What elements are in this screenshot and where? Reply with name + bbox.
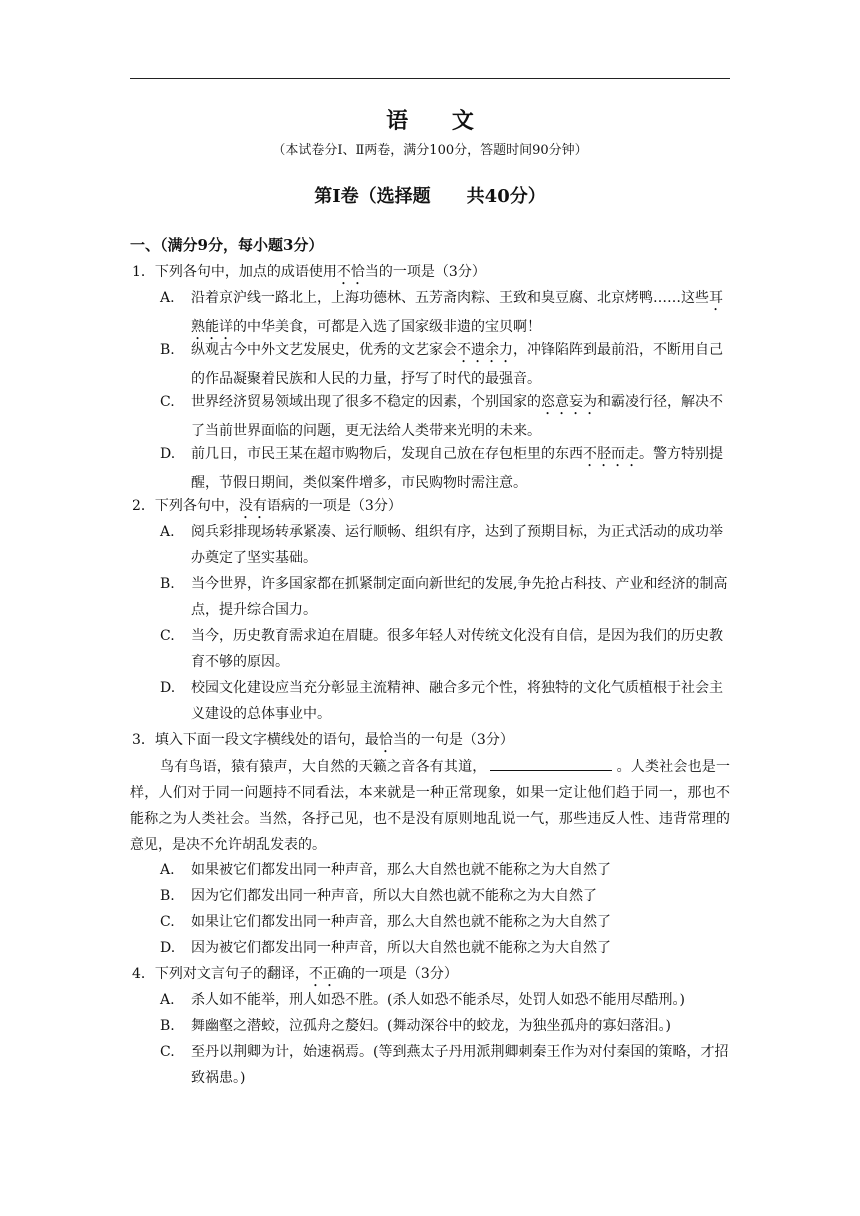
fill-blank-line	[490, 756, 612, 771]
q3-option-d	[160, 935, 735, 961]
option-letter: A.	[160, 992, 175, 1008]
passage-text-post: 。人类社会也是一样，人们对于同一问题持不同看法，本来就是一种正常现象，如果一定让他们趋于同一，那也不能称之为人类社会。当然，各抒己见，也不是没有原则地乱说一气，那些违反人性、违背常理的意见，是决不允许胡乱发表的。	[130, 759, 731, 853]
q3-option-b	[160, 883, 735, 909]
q3-prefix: 3．填入下面一段文字横线处的语句，最	[132, 732, 379, 748]
option-letter: B.	[160, 888, 175, 904]
q3-suffix: 当的一句是（3分）	[392, 732, 514, 748]
q2-prefix: 2．下列各句中，	[132, 498, 239, 514]
question-1-stem	[132, 259, 486, 288]
question-4-stem	[132, 961, 458, 990]
q4-option-a	[160, 987, 735, 1013]
option-text-pre: 纵观古今中外文艺发展史，优秀的文艺家会	[191, 342, 457, 358]
option-text-pre: 世界经济贸易领域出现了很多不稳定的因素，个别国家的	[191, 394, 541, 410]
option-emphasis: 耳熟能详	[191, 290, 723, 335]
q1-suffix: 当的一项是（3分）	[364, 264, 486, 280]
option-text-post: 。警方特别提醒，节假日期间，类似案件增多，市民购物时需注意。	[191, 446, 723, 491]
q2-emphasis: 没有	[238, 498, 267, 514]
q1-emphasis: 不恰	[336, 264, 365, 280]
option-text-pre: 沿着京沪线一路北上，上海功德林、五芳斋肉粽、王致和臭豆腐、北京烤鸭……这些	[191, 290, 709, 306]
option-emphasis: 不遗余力	[457, 342, 513, 358]
option-letter: C.	[160, 628, 175, 644]
passage-text-pre: 鸟有鸟语，猿有猿声，大自然的天籁之音各有其道，	[160, 759, 487, 775]
option-letter: A.	[160, 862, 175, 878]
q2-option-b	[160, 571, 735, 623]
option-text-post: 和霸凌行径，解决不了当前世界面临的问题，更无法给人类带来光明的未来。	[191, 394, 723, 439]
option-text: 舞幽壑之潜蛟，泣孤舟之嫠妇。(舞动深谷中的蛟龙，为独坐孤舟的寡妇落泪。)	[191, 1018, 671, 1034]
option-text: 校园文化建设应当充分彰显主流精神、融合多元个性，将独特的文化气质植根于社会主义建设的总体事业中。	[191, 680, 723, 722]
option-text: 当今世界，许多国家都在抓紧制定面向新世纪的发展,争先抢占科技、产业和经济的制高点，提升综合国力。	[191, 576, 728, 618]
q2-option-d	[160, 675, 735, 727]
option-text: 因为被它们都发出同一种声音，所以大自然也就不能称之为大自然了	[191, 940, 611, 956]
volume-heading: 第Ⅰ卷（选择题 共40分）	[314, 186, 546, 207]
option-text: 至丹以荆卿为计，始速祸焉。(等到燕太子丹用派荆卿刺秦王作为对付秦国的策略，才招致祸患。)	[191, 1044, 729, 1086]
question-3-stem	[132, 727, 514, 756]
option-letter: B.	[160, 576, 175, 592]
q4-option-b	[160, 1013, 735, 1039]
option-letter: A.	[160, 524, 175, 540]
option-letter: B.	[160, 1018, 175, 1034]
q1-option-d	[160, 441, 735, 496]
page-title: 语 文	[386, 108, 492, 134]
option-text-post: 的中华美食，可都是入选了国家级非遗的宝贝啊！	[233, 319, 541, 335]
option-emphasis: 恣意妄为	[541, 394, 597, 410]
q4-option-c	[160, 1039, 735, 1091]
header-rule	[130, 78, 730, 79]
option-text-pre: 前几日，市民王某在超市购物后，发现自己放在存包柜里的东西	[191, 446, 583, 462]
option-letter: D.	[160, 446, 176, 462]
option-text: 如果被它们都发出同一种声音，那么大自然也就不能称之为大自然了	[191, 862, 611, 878]
option-text: 当今，历史教育需求迫在眉睫。很多年轻人对传统文化没有自信，是因为我们的历史教育不够的原因。	[191, 628, 723, 670]
option-text: 杀人如不能举，刑人如恐不胜。(杀人如恐不能杀尽，处罚人如恐不能用尽酷刑。)	[191, 992, 685, 1008]
q1-option-b	[160, 337, 735, 392]
q3-option-a	[160, 857, 735, 883]
question-2-stem	[132, 493, 402, 522]
option-letter: C.	[160, 914, 175, 930]
option-text: 因为它们都发出同一种声音，所以大自然也就不能称之为大自然了	[191, 888, 597, 904]
q2-suffix: 语病的一项是（3分）	[266, 498, 402, 514]
option-letter: D.	[160, 940, 176, 956]
option-letter: D.	[160, 680, 176, 696]
option-letter: C.	[160, 1044, 175, 1060]
q2-option-a	[160, 519, 735, 571]
option-text: 阅兵彩排现场转承紧凑、运行顺畅、组织有序，达到了预期目标，为正式活动的成功举办奠定了坚实基础。	[191, 524, 723, 566]
option-letter: A.	[160, 290, 175, 306]
exam-subtitle: （本试卷分Ⅰ、Ⅱ两卷，满分100分，答题时间90分钟）	[272, 143, 588, 158]
option-emphasis: 不胫而走	[583, 446, 639, 462]
option-letter: B.	[160, 342, 175, 358]
q3-emphasis: 恰	[378, 732, 393, 748]
q3-passage	[130, 754, 730, 858]
q4-suffix: 确的一项是（3分）	[336, 966, 458, 982]
q4-emphasis: 不正	[308, 966, 337, 982]
q1-prefix: 1．下列各句中，加点的成语使用	[132, 264, 337, 280]
q1-option-a	[160, 285, 735, 343]
q2-option-c	[160, 623, 735, 675]
option-letter: C.	[160, 394, 175, 410]
option-text: 如果让它们都发出同一种声音，那么大自然也就不能称之为大自然了	[191, 914, 611, 930]
q1-option-c	[160, 389, 735, 444]
option-text-post: ，冲锋陷阵到最前沿，不断用自己的作品凝聚着民族和人民的力量，抒写了时代的最强音。	[191, 342, 723, 387]
section-heading: 一、（满分9分，每小题3分）	[130, 236, 324, 254]
q3-option-c	[160, 909, 735, 935]
q4-prefix: 4．下列对文言句子的翻译，	[132, 966, 309, 982]
